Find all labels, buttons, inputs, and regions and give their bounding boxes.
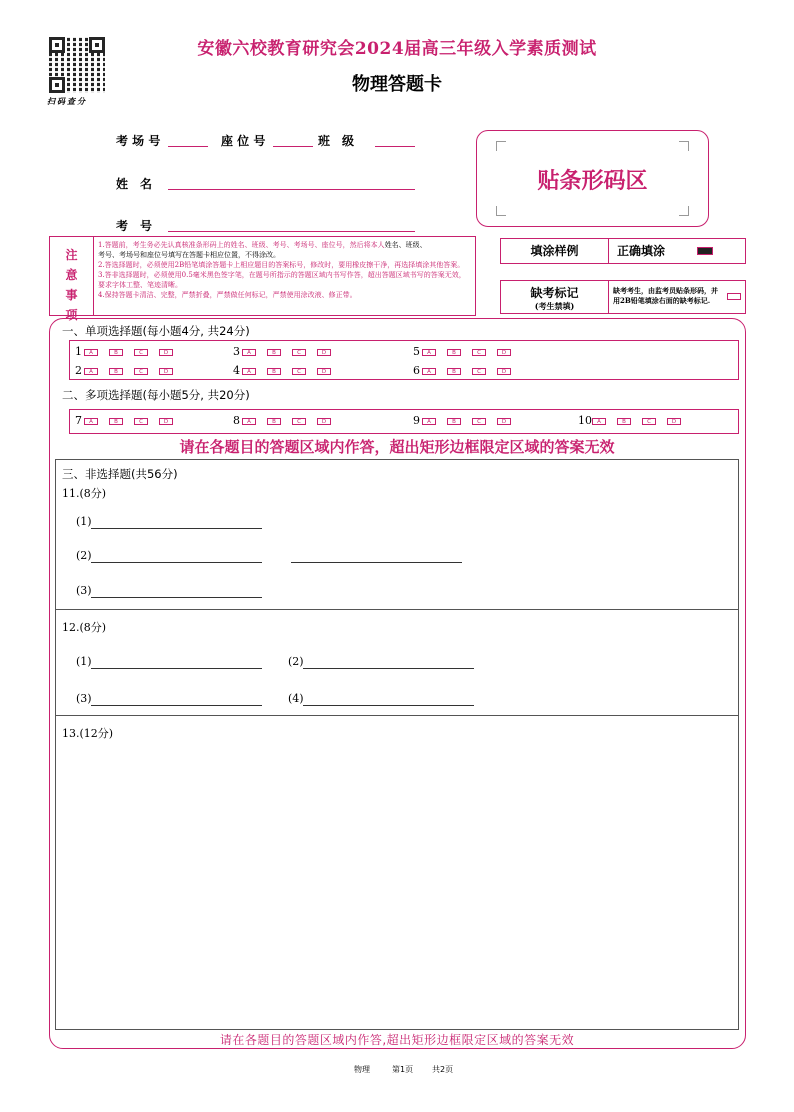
question-number: 1 [75, 345, 82, 358]
q12-blank-1-label: (1) [76, 655, 92, 668]
q11-area [56, 460, 738, 610]
q12-blank-1[interactable] [91, 668, 262, 669]
option-bubble-c[interactable]: C [642, 418, 656, 425]
q11-label: 11.(8分) [62, 487, 107, 500]
option-bubble-b[interactable]: B [447, 418, 461, 425]
q11-blank-2b[interactable] [291, 562, 462, 563]
class-field[interactable] [375, 146, 415, 147]
option-bubble-c[interactable]: C [134, 418, 148, 425]
section3-title: 三、非选择题(共56分) [62, 467, 178, 481]
q11-blank-2a[interactable] [91, 562, 262, 563]
q12-blank-2-label: (2) [288, 655, 304, 668]
q11-blank-1-label: (1) [76, 515, 92, 528]
option-bubble-c[interactable]: C [472, 418, 486, 425]
correct-fill-label: 正确填涂 [617, 244, 666, 258]
seat-no-label: 座 位 号 [221, 134, 266, 148]
footer-total: 共2页 [432, 1065, 454, 1074]
seat-no-field[interactable] [273, 146, 313, 147]
q12-blank-3[interactable] [91, 705, 262, 706]
option-bubble-a[interactable]: A [592, 418, 606, 425]
q11-blank-3[interactable] [91, 597, 262, 598]
q12-blank-4[interactable] [303, 705, 474, 706]
option-bubble-d[interactable]: D [667, 418, 681, 425]
absent-sub: (考生禁填) [534, 301, 575, 311]
option-bubble-a[interactable]: A [242, 368, 256, 375]
barcode-area-label: 贴条形码区 [537, 168, 648, 194]
fill-sample-box [500, 238, 746, 264]
filled-mark-sample [697, 247, 713, 255]
footer-page: 第1页 [392, 1065, 414, 1074]
question-number: 10 [578, 414, 592, 427]
question-number: 9 [413, 414, 420, 427]
exam-title: 安徽六校教育研究会2024届高三年级入学素质测试 [197, 39, 597, 59]
question-number: 2 [75, 364, 82, 377]
option-bubble-c[interactable]: C [292, 368, 306, 375]
nonchoice-area [55, 459, 739, 1030]
notes-box [49, 236, 476, 322]
option-bubble-a[interactable]: A [422, 418, 436, 425]
exam-no-label: 考 号 [116, 219, 153, 233]
notes-heading: 注 意 事 项 [50, 237, 94, 315]
option-bubble-b[interactable]: B [267, 368, 281, 375]
option-bubble-c[interactable]: C [472, 349, 486, 356]
question-number: 7 [75, 414, 82, 427]
answer-card-title: 物理答题卡 [352, 74, 442, 95]
option-bubble-a[interactable]: A [242, 349, 256, 356]
fill-sample-label: 填涂样例 [501, 239, 609, 263]
notes-body: 1.答题前，考生务必先认真核准条形码上的姓名、班级、考号、考场号、座位号，然后将本人姓名、班级、 考号、考场号和座位号填写在答题卡相应位置，不得涂改。 2.答选择题时，必须使用2B铅笔填涂答题卡上相应题目的答案标号，修改时，要用橡皮擦干净，再选择填涂其他答案。 3.答非选择题时，必须使用0.5毫米黑色签字笔，在题号所指示的答题区域内书写作答，超出答题区域书写的答案无效，要求字体工整、笔迹清晰。 4.保持答题卡清洁、完整，严禁折叠，严禁做任何标记，严禁使用涂改液、修正带。 [98, 241, 466, 299]
absent-label: 缺考标记 [530, 286, 579, 300]
scan-label: 扫码查分 [47, 96, 87, 106]
option-bubble-d[interactable]: D [159, 418, 173, 425]
q13-label: 13.(12分) [62, 727, 114, 740]
option-bubble-b[interactable]: B [267, 349, 281, 356]
option-bubble-a[interactable]: A [84, 349, 98, 356]
option-bubble-c[interactable]: C [292, 349, 306, 356]
q11-blank-1[interactable] [91, 528, 262, 529]
option-bubble-a[interactable]: A [422, 349, 436, 356]
absent-mark-box[interactable] [727, 293, 741, 300]
option-bubble-c[interactable]: C [472, 368, 486, 375]
absent-box [500, 280, 746, 314]
option-bubble-b[interactable]: B [109, 368, 123, 375]
section2-title: 二、多项选择题(每小题5分, 共20分) [62, 388, 250, 402]
question-number: 8 [233, 414, 240, 427]
option-bubble-b[interactable]: B [267, 418, 281, 425]
exam-room-label: 考 场 号 [116, 134, 161, 148]
q11-blank-2-label: (2) [76, 549, 92, 562]
exam-no-field[interactable] [168, 231, 415, 232]
name-label: 姓 名 [116, 177, 153, 191]
option-bubble-b[interactable]: B [109, 418, 123, 425]
option-bubble-a[interactable]: A [422, 368, 436, 375]
name-field[interactable] [168, 189, 415, 190]
option-bubble-c[interactable]: C [134, 349, 148, 356]
option-bubble-c[interactable]: C [134, 368, 148, 375]
question-number: 3 [233, 345, 240, 358]
section1-title: 一、单项选择题(每小题4分, 共24分) [62, 324, 250, 338]
question-number: 5 [413, 345, 420, 358]
option-bubble-d[interactable]: D [497, 418, 511, 425]
exam-room-field[interactable] [168, 146, 208, 147]
q12-blank-3-label: (3) [76, 692, 92, 705]
q11-blank-3-label: (3) [76, 584, 92, 597]
option-bubble-a[interactable]: A [84, 418, 98, 425]
q12-blank-2[interactable] [303, 668, 474, 669]
option-bubble-d[interactable]: D [317, 418, 331, 425]
question-number: 6 [413, 364, 420, 377]
question-number: 4 [233, 364, 240, 377]
option-bubble-d[interactable]: D [497, 349, 511, 356]
option-bubble-b[interactable]: B [109, 349, 123, 356]
option-bubble-d[interactable]: D [317, 349, 331, 356]
footer-subject: 物理 [354, 1065, 370, 1074]
option-bubble-b[interactable]: B [617, 418, 631, 425]
q12-blank-4-label: (4) [288, 692, 304, 705]
q12-label: 12.(8分) [62, 621, 107, 634]
option-bubble-b[interactable]: B [447, 368, 461, 375]
absent-desc: 缺考考生，由监考员贴条形码，并用2B铅笔填涂右面的缺考标记. [613, 286, 718, 305]
option-bubble-a[interactable]: A [84, 368, 98, 375]
bottom-warning: 请在各题目的答题区域内作答,超出矩形边框限定区域的答案无效 [219, 1033, 575, 1047]
class-label: 班 级 [318, 134, 355, 148]
option-bubble-d[interactable]: D [159, 349, 173, 356]
option-bubble-b[interactable]: B [447, 349, 461, 356]
option-bubble-d[interactable]: D [317, 368, 331, 375]
option-bubble-d[interactable]: D [159, 368, 173, 375]
answer-area-warning: 请在各题目的答题区域内作答，超出矩形边框限定区域的答案无效 [179, 438, 615, 456]
option-bubble-c[interactable]: C [292, 418, 306, 425]
barcode-area [476, 130, 709, 227]
q12-area [56, 610, 738, 716]
option-bubble-a[interactable]: A [242, 418, 256, 425]
option-bubble-d[interactable]: D [497, 368, 511, 375]
